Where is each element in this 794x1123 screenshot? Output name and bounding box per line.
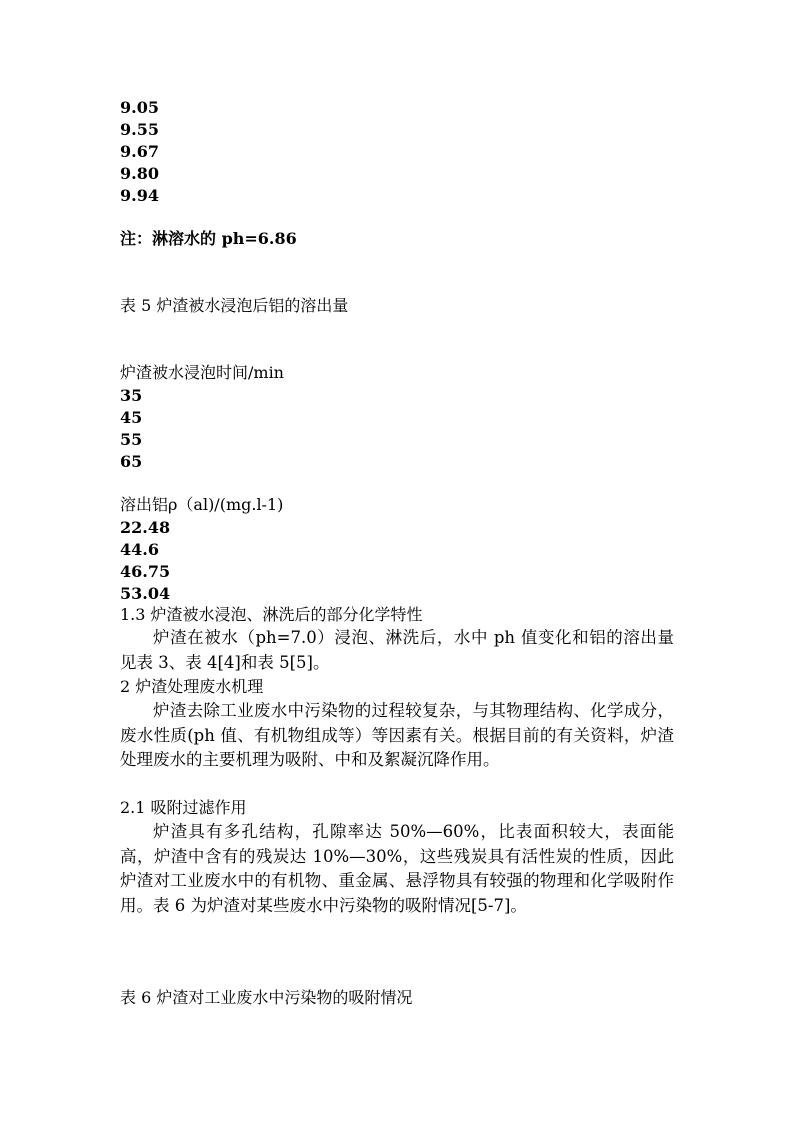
ph-value: 9.55 [120, 120, 159, 139]
table5-aluminum-value: 22.48 [120, 518, 171, 537]
table5-aluminum-value: 46.75 [120, 562, 171, 581]
table5-col2-header: 溶出铝ρ（al)/(mg.l-1) [120, 495, 284, 514]
leach-water-note: 注：淋溶水的 ph=6.86 [120, 229, 297, 248]
table5-time-value: 35 [120, 386, 143, 405]
table5-time-value: 65 [120, 452, 143, 471]
section-2-1-body: 炉渣具有多孔结构，孔隙率达 50%—60%，比表面积较大，表面能高，炉渣中含有的残炭达 10%—30%，这些残炭具有活性炭的性质，因此炉渣对工业废水中的有机物、重金属、悬浮物具有较强的物理和化学吸附作用。表 6 为炉渣对某些废水中污染物的吸附情况[5-7]。 [120, 822, 674, 915]
table5-title: 表 5 炉渣被水浸泡后铝的溶出量 [120, 296, 349, 315]
section-2-body: 炉渣去除工业废水中污染物的过程较复杂，与其物理结构、化学成分，废水性质(ph 值、有机物组成等）等因素有关。根据目前的有关资料，炉渣处理废水的主要机理为吸附、中和及絮凝沉降作用。 [120, 701, 674, 769]
table5-time-value: 45 [120, 408, 143, 427]
ph-value: 9.80 [120, 164, 159, 183]
table5-aluminum-value: 44.6 [120, 540, 159, 559]
table5-aluminum-value: 53.04 [120, 584, 171, 603]
section-2-1-heading: 2.1 吸附过滤作用 [120, 798, 247, 817]
ph-value: 9.67 [120, 142, 159, 161]
table6-title: 表 6 炉渣对工业废水中污染物的吸附情况 [120, 988, 413, 1007]
section-2-heading: 2 炉渣处理废水机理 [120, 677, 264, 696]
table5-col1-header: 炉渣被水浸泡时间/min [120, 363, 284, 382]
ph-value: 9.05 [120, 98, 159, 117]
table5-time-value: 55 [120, 430, 143, 449]
ph-value: 9.94 [120, 186, 159, 205]
section-1-3-heading: 1.3 炉渣被水浸泡、淋洗后的部分化学特性 [120, 605, 423, 624]
section-1-3-body: 炉渣在被水（ph=7.0）浸泡、淋洗后，水中 ph 值变化和铝的溶出量见表 3、表 4[4]和表 5[5]。 [120, 628, 674, 672]
